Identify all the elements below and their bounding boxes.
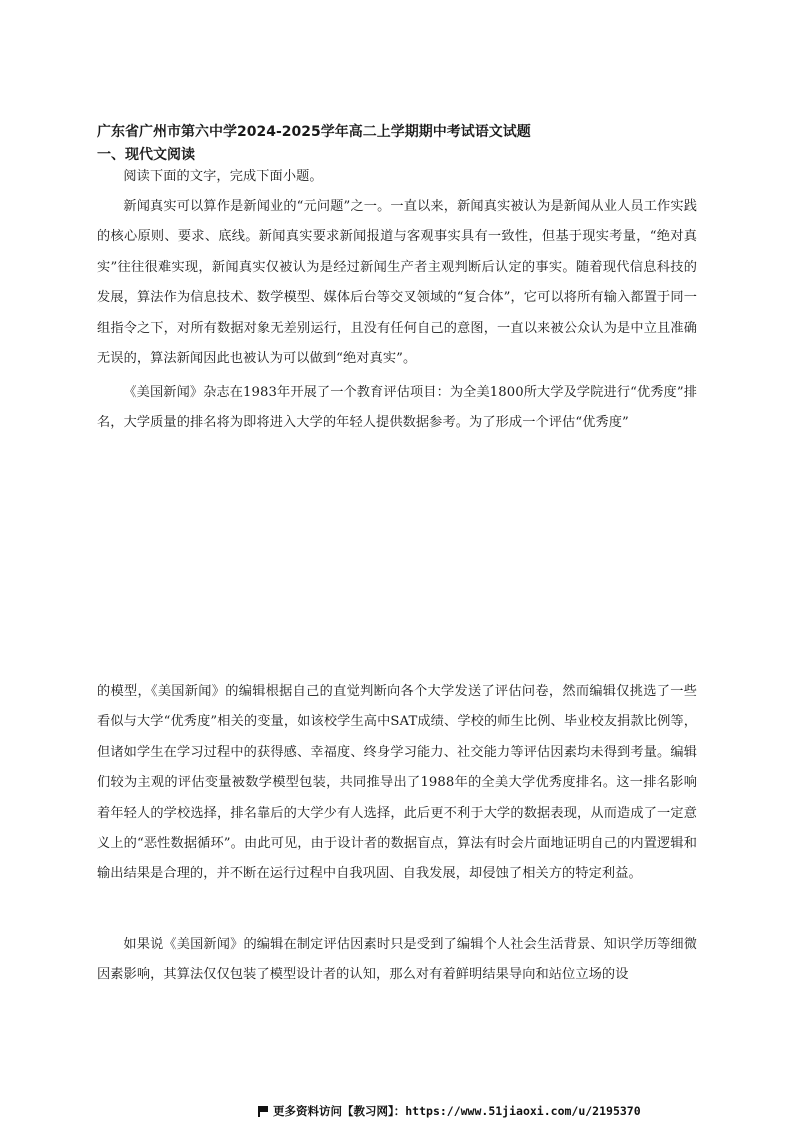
footer-link[interactable]	[258, 1103, 641, 1119]
paragraph-4: 如果说《美国新闻》的编辑在制定评估因素时只是受到了编辑个人社会生活背景、知识学历等细微因素影响，其算法仅仅包装了模型设计者的认知，那么对有着鲜明结果导向和站位立场的设	[97, 937, 697, 983]
section-heading: 一、现代文阅读	[97, 147, 195, 163]
footer-text[interactable]: 更多资料访问【教习网】：https://www.51jiaoxi.com/u/2195370	[273, 1104, 641, 1118]
document-title: 广东省广州市第六中学2024-2025学年高二上学期期中考试语文试题	[97, 124, 531, 140]
paragraph-2: 《美国新闻》杂志在1983年开展了一个教育评估项目：为全美1800所大学及学院进行“优秀度”排名，大学质量的排名将为即将进入大学的年轻人提供数据参考。为了形成一个评估“优秀度”	[97, 385, 697, 431]
reading-instruction: 阅读下面的文字，完成下面小题。	[123, 169, 323, 184]
paragraph-3: 的模型，《美国新闻》的编辑根据自己的直觉判断向各个大学发送了评估问卷，然而编辑仅挑选了一些看似与大学“优秀度”相关的变量，如该校学生高中SAT成绩、学校的师生比例、毕业校友捐款比例等，但诸如学生在学习过程中的获得感、幸福度、终身学习能力、社交能力等评估因素均未得到考量。编辑们较为主观的评估变量被数学模型包装，共同推导出了1988年的全美大学优秀度排名。这一排名影响着年轻人的学校选择，排名靠后的大学少有人选择，此后更不利于大学的数据表现，从而造成了一定意义上的“恶性数据循环”。由此可见，由于设计者的数据盲点，算法有时会片面地证明自己的内置逻辑和输出结果是合理的，并不断在运行过程中自我巩固、自我发展，却侵蚀了相关方的特定利益。	[97, 684, 697, 882]
flag-icon	[258, 1106, 268, 1116]
paragraph-1: 新闻真实可以算作是新闻业的“元问题”之一。一直以来，新闻真实被认为是新闻从业人员工作实践的核心原则、要求、底线。新闻真实要求新闻报道与客观事实具有一致性，但基于现实考量，“绝对真实”往往很难实现，新闻真实仅被认为是经过新闻生产者主观判断后认定的事实。随着现代信息科技的发展，算法作为信息技术、数学模型、媒体后台等交叉领域的“复合体”，它可以将所有输入都置于同一组指令之下，对所有数据对象无差别运行，且没有任何自己的意图，一直以来被公众认为是中立且准确无误的，算法新闻因此也被认为可以做到“绝对真实”。	[97, 199, 697, 367]
